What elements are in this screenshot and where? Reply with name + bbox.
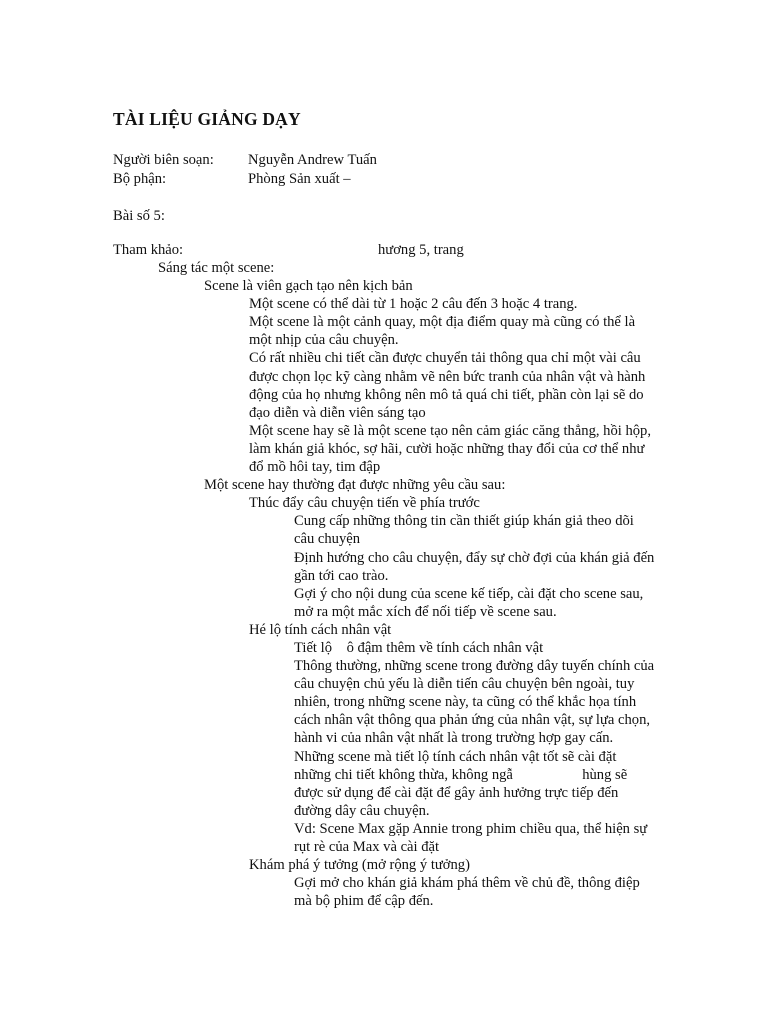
outline-item: Thúc đẩy câu chuyện tiến về phía trước	[249, 495, 480, 512]
outline-item: Cung cấp những thông tin cần thiết giúp khán giả theo dõi câu chuyện	[294, 513, 634, 548]
outline-item: Vd: Scene Max gặp Annie trong phim chiều qua, thể hiện sự rụt rè của Max và cài đặt	[294, 820, 648, 855]
outline-item: Gợi mở cho khán giả khám phá thêm về chủ đề, thông điệp mà bộ phim để cập đến.	[294, 875, 640, 910]
author-label: Người biên soạn:	[113, 152, 214, 168]
reference-value: hương 5, trang	[378, 242, 464, 258]
outline-item: Một scene là một cảnh quay, một địa điểm quay mà cũng có thể là một nhịp của câu chuyện.	[249, 314, 636, 349]
author-row	[113, 151, 377, 169]
department-value: Phòng Sản xuất –	[248, 171, 351, 187]
outline-item: Scene là viên gạch tạo nên kịch bản	[204, 278, 413, 295]
outline-item: Một scene hay sẽ là một scene tạo nên cảm giác căng thẳng, hồi hộp, làm khán giả khóc, sợ hãi, cười hoặc những thay đổi của cơ thể như đổ mồ hôi tay, tim đập	[249, 422, 652, 476]
department-label: Bộ phận:	[113, 171, 167, 187]
reference-row	[113, 241, 464, 259]
lesson-row	[113, 207, 165, 225]
outline-item: Những scene mà tiết lộ tính cách nhân vật tốt sẽ cài đặt những chi tiết không thừa, không ngẫ hùng sẽ được sử dụng để cài đặt để gây ảnh hưởng trực tiếp đến đường dây câu chuyện.	[294, 748, 631, 819]
department-row	[113, 170, 351, 188]
outline-item: Có rất nhiều chi tiết cần được chuyển tải thông qua chỉ một vài câu được chọn lọc kỹ càng nhằm vẽ nên bức tranh của nhân vật và hành động của họ nhưng không nên mô tả quá chi tiết, phần còn lại sẽ do đạo diễn và diễn viên sáng tạo	[249, 350, 646, 421]
outline-item: Khám phá ý tưởng (mở rộng ý tưởng)	[249, 857, 470, 874]
document-title: TÀI LIỆU GIẢNG DẠY	[113, 109, 301, 129]
reference-label: Tham khảo:	[113, 242, 184, 258]
outline-item: Một scene hay thường đạt được những yêu cầu sau:	[204, 477, 506, 494]
outline-list	[0, 259, 768, 910]
outline-item: Định hướng cho câu chuyện, đẩy sự chờ đợi của khán giả đến gần tới cao trào.	[294, 549, 655, 584]
author-value: Nguyễn Andrew Tuấn	[248, 152, 377, 168]
outline-item: Một scene có thể dài từ 1 hoặc 2 câu đến 3 hoặc 4 trang.	[249, 296, 578, 313]
outline-item: Sáng tác một scene:	[158, 260, 275, 276]
lesson-label: Bài số 5:	[113, 208, 165, 224]
outline-item: Gợi ý cho nội dung của scene kế tiếp, cài đặt cho scene sau, mở ra một mắc xích để nối tiếp về scene sau.	[294, 585, 644, 620]
outline-item: Hé lộ tính cách nhân vật	[249, 621, 392, 638]
outline-item: Tiết lộ ô đậm thêm về tính cách nhân vật	[294, 639, 544, 656]
outline-item: Thông thường, những scene trong đường dây tuyến chính của câu chuyện chủ yếu là diễn tiến câu chuyện bên ngoài, tuy nhiên, trong những scene này, ta cũng có thể khắc họa tính cách nhân vật thông qua phản ứng của nhân vật, sự lựa chọn, hành vi của nhân vật nhất là trong trường hợp gay cấn.	[294, 658, 655, 747]
